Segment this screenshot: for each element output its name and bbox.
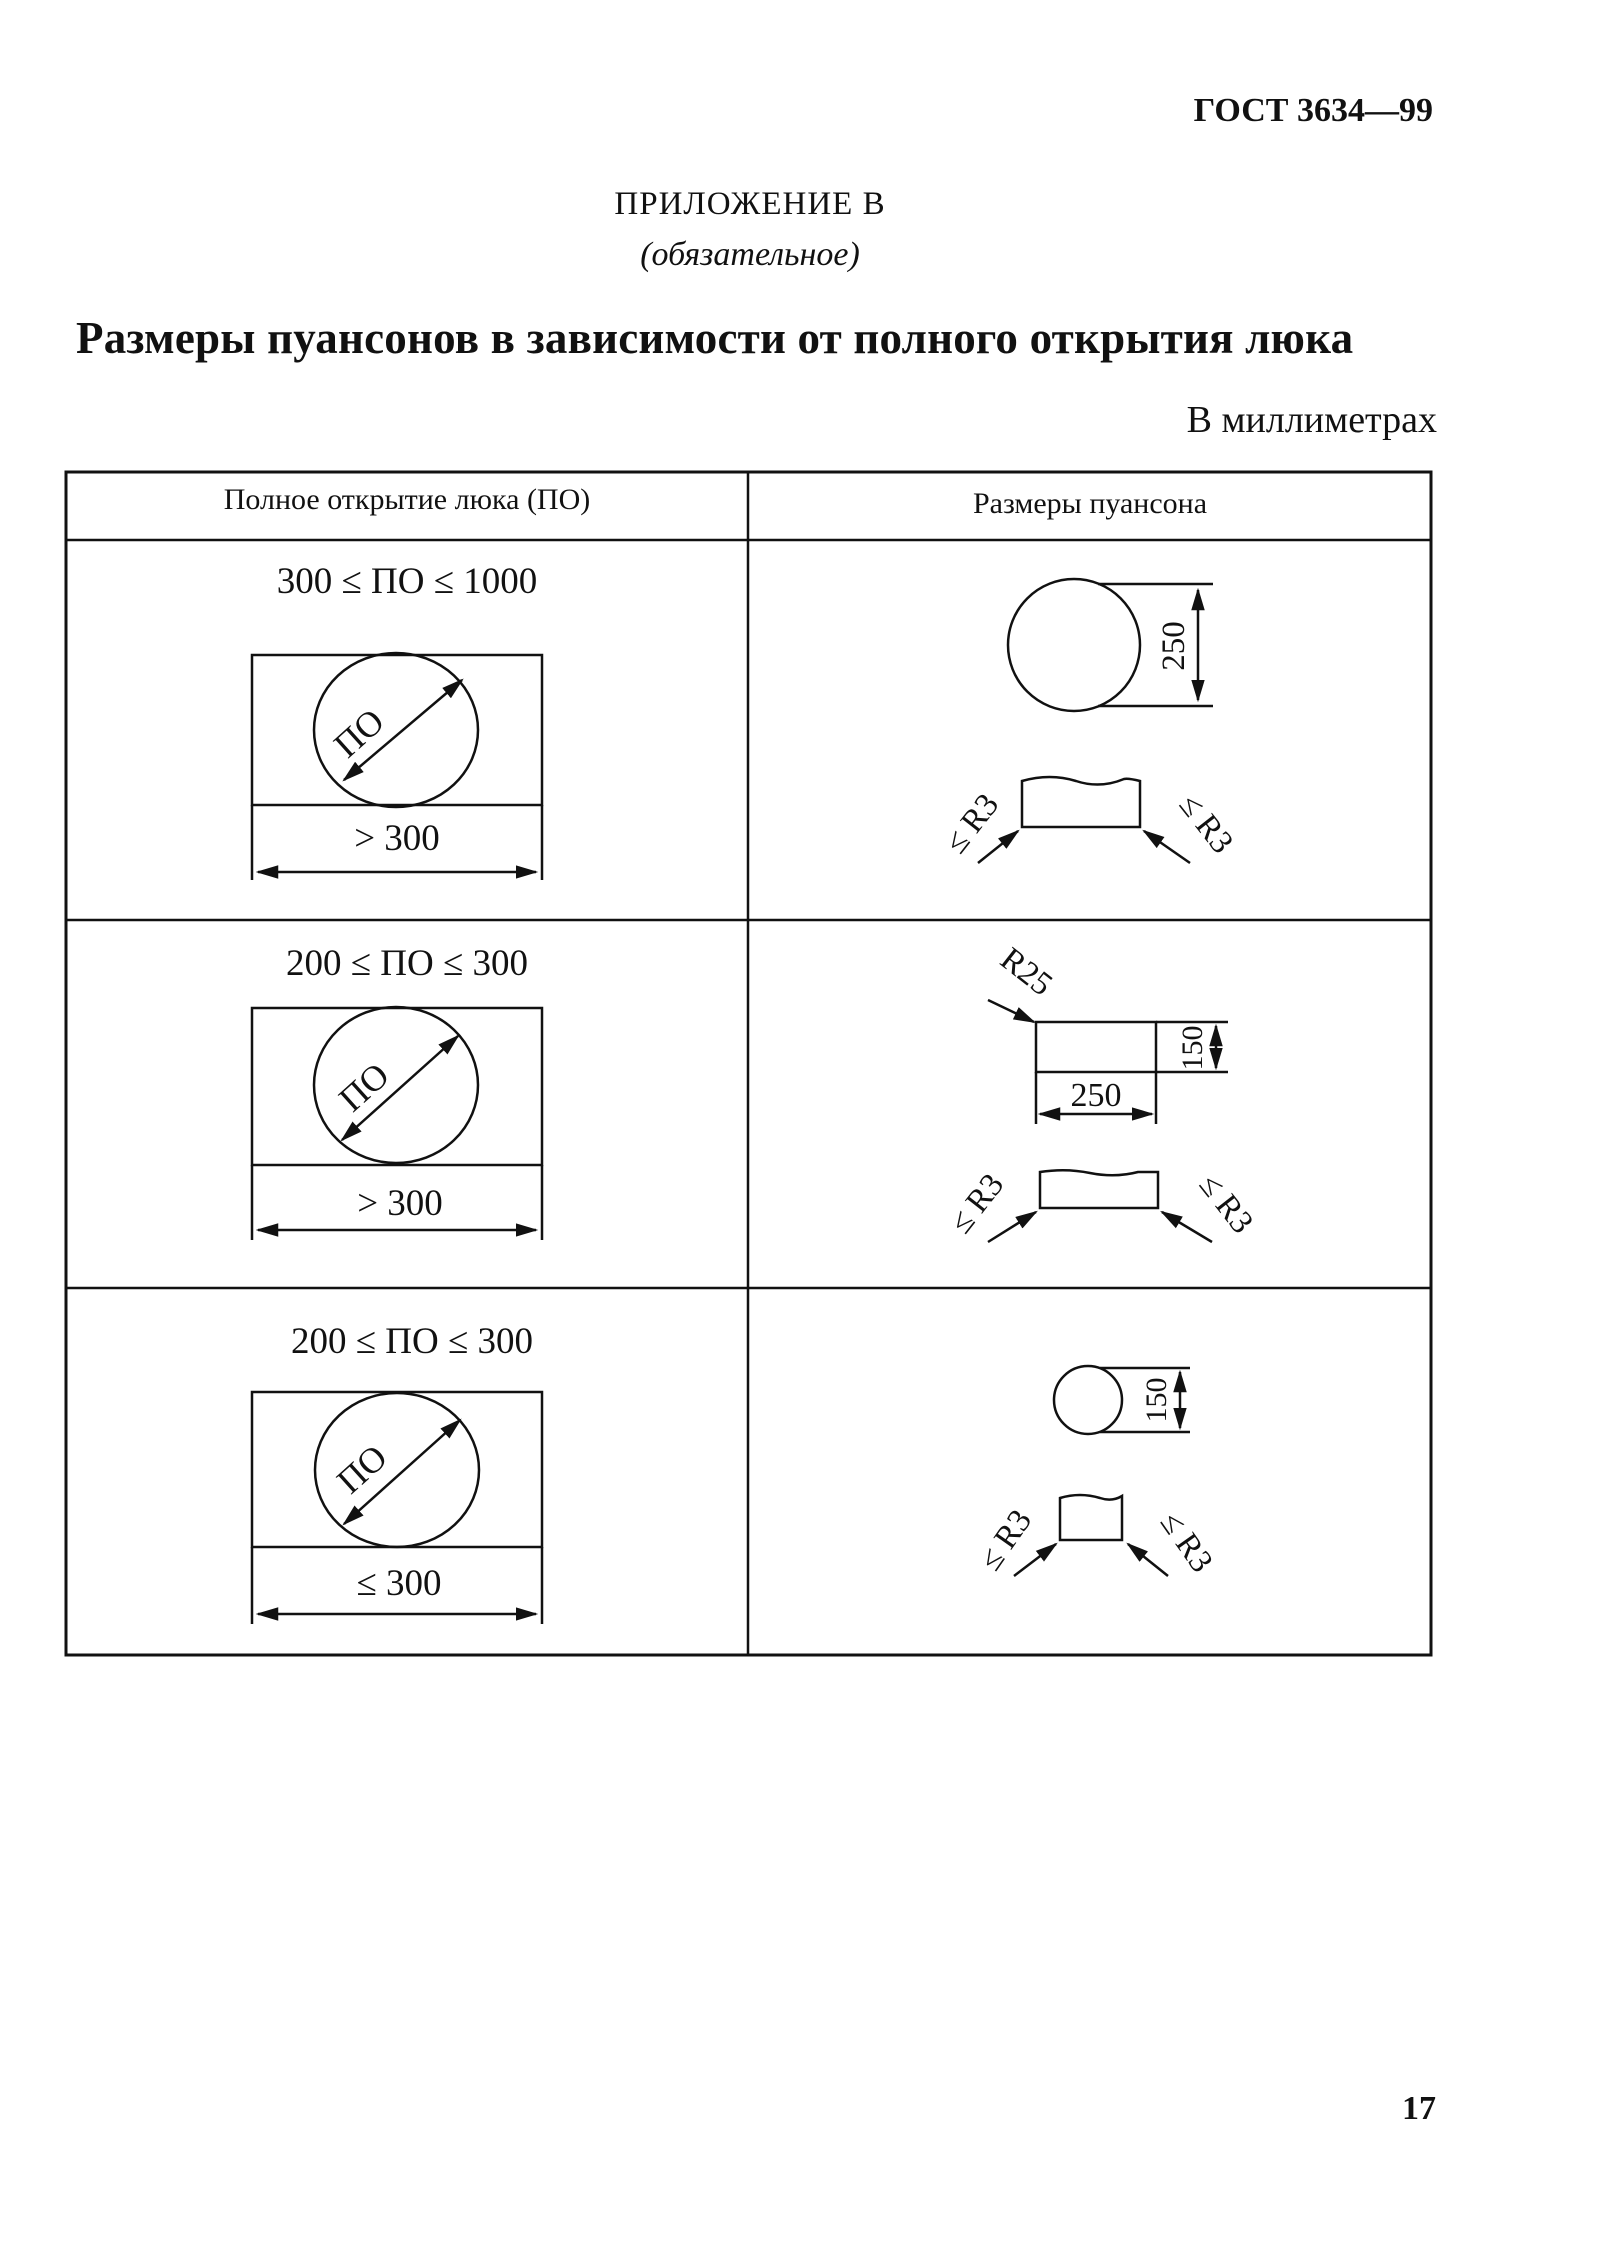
punch-drawing-row-1 bbox=[938, 579, 1240, 863]
diameter-label: 250 bbox=[1156, 621, 1192, 671]
hatch-drawing-row-2 bbox=[252, 943, 542, 1240]
width-label: ≤ 300 bbox=[356, 1563, 442, 1604]
range-label: 300 ≤ ПО ≤ 1000 bbox=[276, 561, 538, 602]
hatch-drawing-row-3 bbox=[252, 1321, 542, 1624]
diameter-label: 150 bbox=[1140, 1377, 1173, 1423]
appendix-title: ПРИЛОЖЕНИЕ В bbox=[614, 186, 886, 222]
radius-corner-label: R25 bbox=[993, 941, 1059, 1004]
radius-right-label: ≤ R3 bbox=[1191, 1167, 1261, 1241]
hatch-drawing-row-1 bbox=[252, 561, 542, 880]
range-label: 200 ≤ ПО ≤ 300 bbox=[285, 943, 529, 984]
units-label: В миллиметрах bbox=[1186, 399, 1437, 441]
hatch-label: ПО bbox=[329, 1436, 395, 1502]
col-header-opening: Полное открытие люка (ПО) bbox=[223, 483, 591, 516]
page-number: 17 bbox=[1402, 2090, 1436, 2127]
appendix-status: (обязательное) bbox=[640, 236, 860, 273]
document-code: ГОСТ 3634—99 bbox=[1193, 92, 1433, 129]
radius-right-label: ≤ R3 bbox=[1171, 787, 1241, 861]
width-label: > 300 bbox=[354, 818, 440, 859]
col-header-punch: Размеры пуансона bbox=[972, 487, 1208, 520]
height-label: 150 bbox=[1176, 1025, 1209, 1071]
main-title: Размеры пуансонов в зависимости от полного открытия люка bbox=[76, 313, 1354, 363]
range-label: 200 ≤ ПО ≤ 300 bbox=[290, 1321, 534, 1362]
punch-drawing-row-3 bbox=[972, 1366, 1219, 1579]
hatch-label: ПО bbox=[326, 700, 392, 766]
width-label: 250 bbox=[1070, 1077, 1122, 1114]
width-label: > 300 bbox=[357, 1183, 443, 1224]
radius-right-label: ≤ R3 bbox=[1152, 1505, 1220, 1580]
radius-left-label: ≤ R3 bbox=[937, 787, 1007, 861]
radius-left-label: ≤ R3 bbox=[942, 1167, 1012, 1241]
punch-drawing-row-2 bbox=[943, 941, 1260, 1242]
hatch-label: ПО bbox=[331, 1054, 397, 1120]
radius-left-label: ≤ R3 bbox=[972, 1503, 1040, 1578]
